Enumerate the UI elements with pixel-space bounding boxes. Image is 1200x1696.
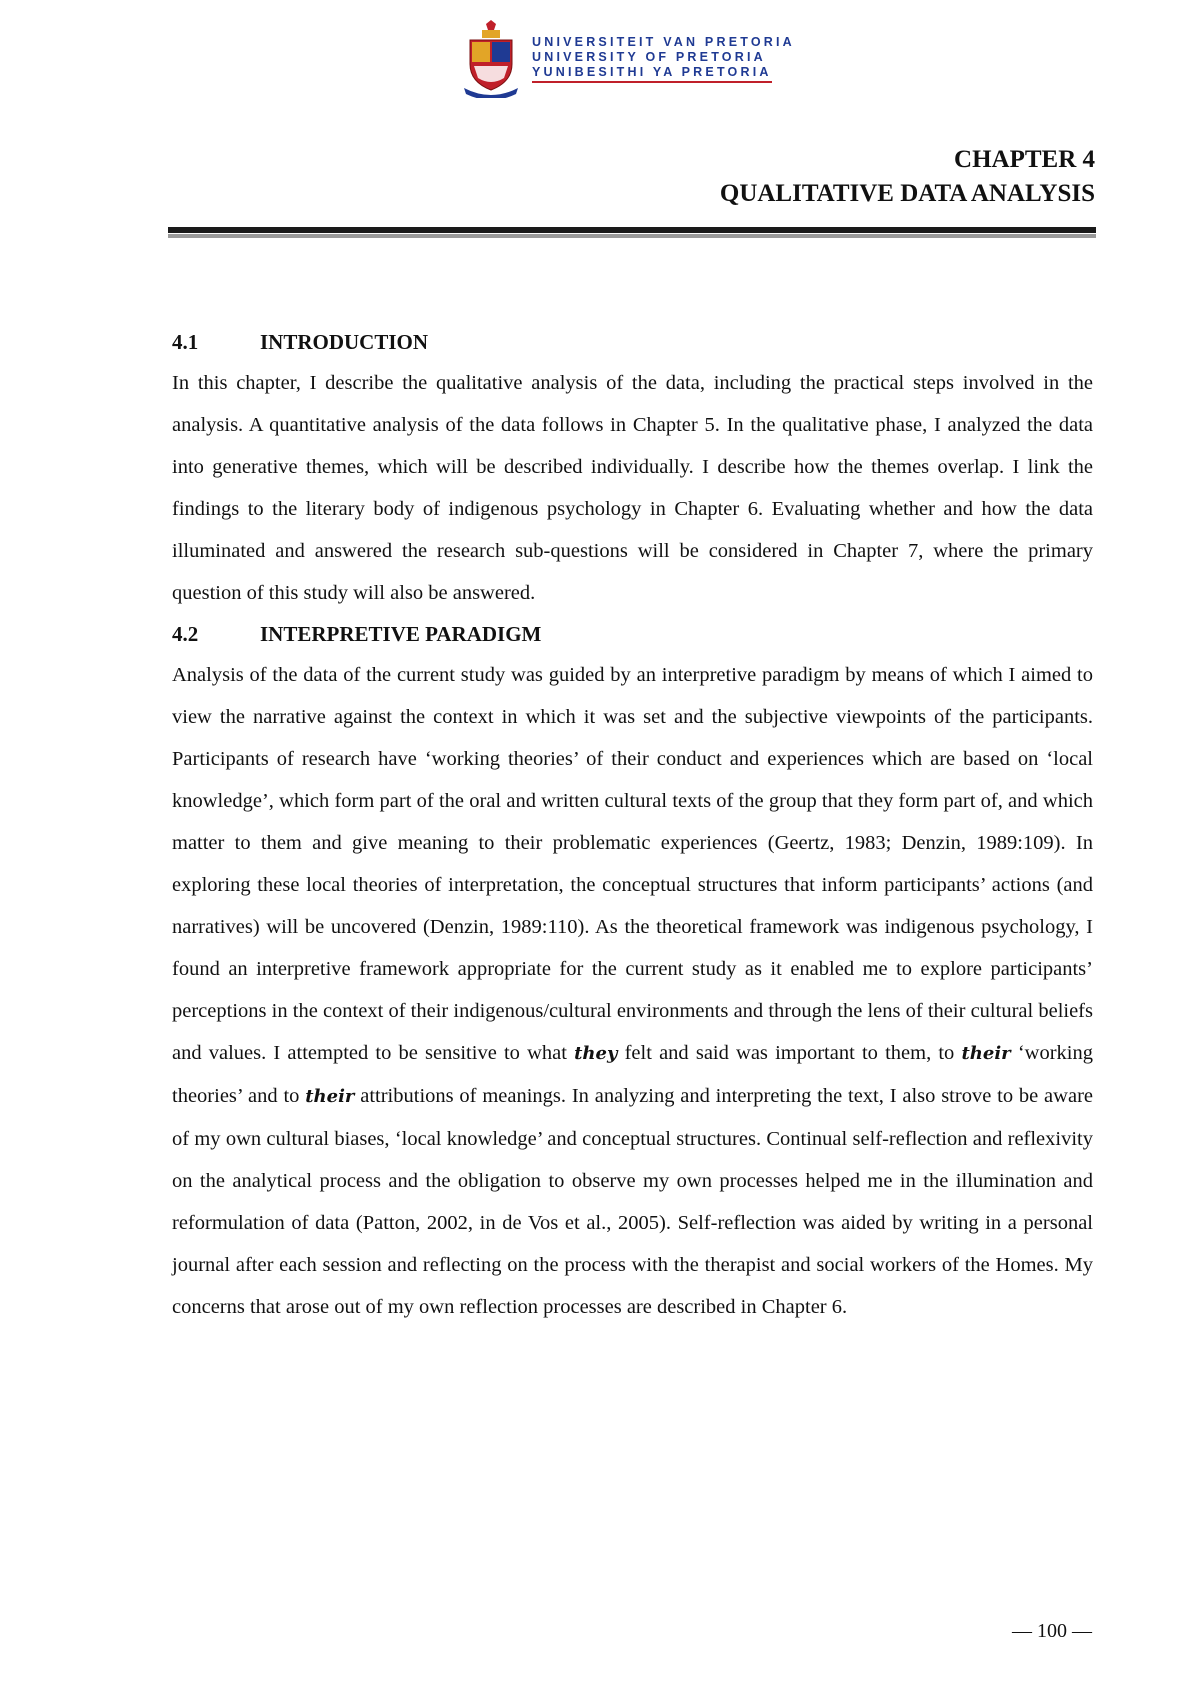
university-crest-icon xyxy=(460,20,522,98)
section-heading-interpretive-paradigm xyxy=(172,614,1093,654)
university-name-sepedi: YUNIBESITHI YA PRETORIA xyxy=(532,65,772,83)
chapter-heading xyxy=(720,143,1095,211)
paragraph-text: attributions of meanings. In analyzing and interpreting the text, I also strove to be aware of my own cultural biases, ‘local knowledge’ and conceptual structures. Continual self-reflection and reflexivity on the analytical process and the obligation to observe my own processes helped me in the illumination and reformulation of data (Patton, 2002, in de Vos et al., 2005). Self-reflection was aided by writing in a personal journal after each session and reflecting on the process with the therapist and social workers of the Homes. My concerns that arose out of my own reflection processes are described in Chapter 6. xyxy=(172,1085,1093,1318)
interpretive-paradigm-paragraph xyxy=(172,654,1093,1328)
section-number: 4.1 xyxy=(172,329,199,354)
introduction-paragraph: In this chapter, I describe the qualitative analysis of the data, including the practical steps involved in the analysis. A quantitative analysis of the data follows in Chapter 5. In the qualitative phase, I analyzed the data into generative themes, which will be described individually. I describe how the themes overlap. I link the findings to the literary body of indigenous psychology in Chapter 6. Evaluating whether and how the data illuminated and answered the research sub-questions will be considered in Chapter 7, where the primary question of this study will also be answered. xyxy=(172,372,1093,604)
chapter-title: QUALITATIVE DATA ANALYSIS xyxy=(719,180,1095,207)
heading-rule-thin xyxy=(168,234,1096,238)
chapter-label: CHAPTER 4 xyxy=(954,146,1095,173)
section-number: 4.2 xyxy=(172,621,199,646)
university-names xyxy=(532,35,795,83)
university-name-english: UNIVERSITY OF PRETORIA xyxy=(532,50,766,64)
heading-rule-thick xyxy=(168,227,1096,233)
university-name-afrikaans: UNIVERSITEIT VAN PRETORIA xyxy=(532,35,795,49)
paragraph-text: ‘working theories’ and to xyxy=(172,1042,1093,1107)
section-heading-introduction xyxy=(172,322,1093,362)
paragraph-text: Analysis of the data of the current study was guided by an interpretive paradigm by means of which I aimed to view the narrative against the context in which it was set and the subjective viewpoints of the participants. Participants of research have ‘working theories’ of their conduct and experiences which are based on ‘local knowledge’, which form part of the oral and written cultural texts of the group that they form part of, and which matter to them and give meaning to their problematic experiences (Geertz, 1983; Denzin, 1989:109). In exploring these local theories of interpretation, the conceptual structures that inform participants’ actions (and narratives) will be uncovered (Denzin, 1989:110). As the theoretical framework was indigenous psychology, I found an interpretive framework appropriate for the current study as it enabled me to explore participants’ perceptions in the context of their indigenous/cultural environments and through the lens of their cultural beliefs and values. I attempted to be sensitive to what xyxy=(172,664,1093,1064)
university-header xyxy=(460,20,795,98)
document-body xyxy=(172,322,1093,1328)
emphasis-their: their xyxy=(961,1043,1011,1064)
section-title: INTRODUCTION xyxy=(260,329,429,354)
page-number: — 100 — xyxy=(1012,1620,1092,1642)
emphasis-they: they xyxy=(574,1043,618,1064)
emphasis-their: their xyxy=(305,1086,355,1107)
section-title: INTERPRETIVE PARADIGM xyxy=(260,621,542,646)
paragraph-text: felt and said was important to them, to xyxy=(617,1042,962,1064)
